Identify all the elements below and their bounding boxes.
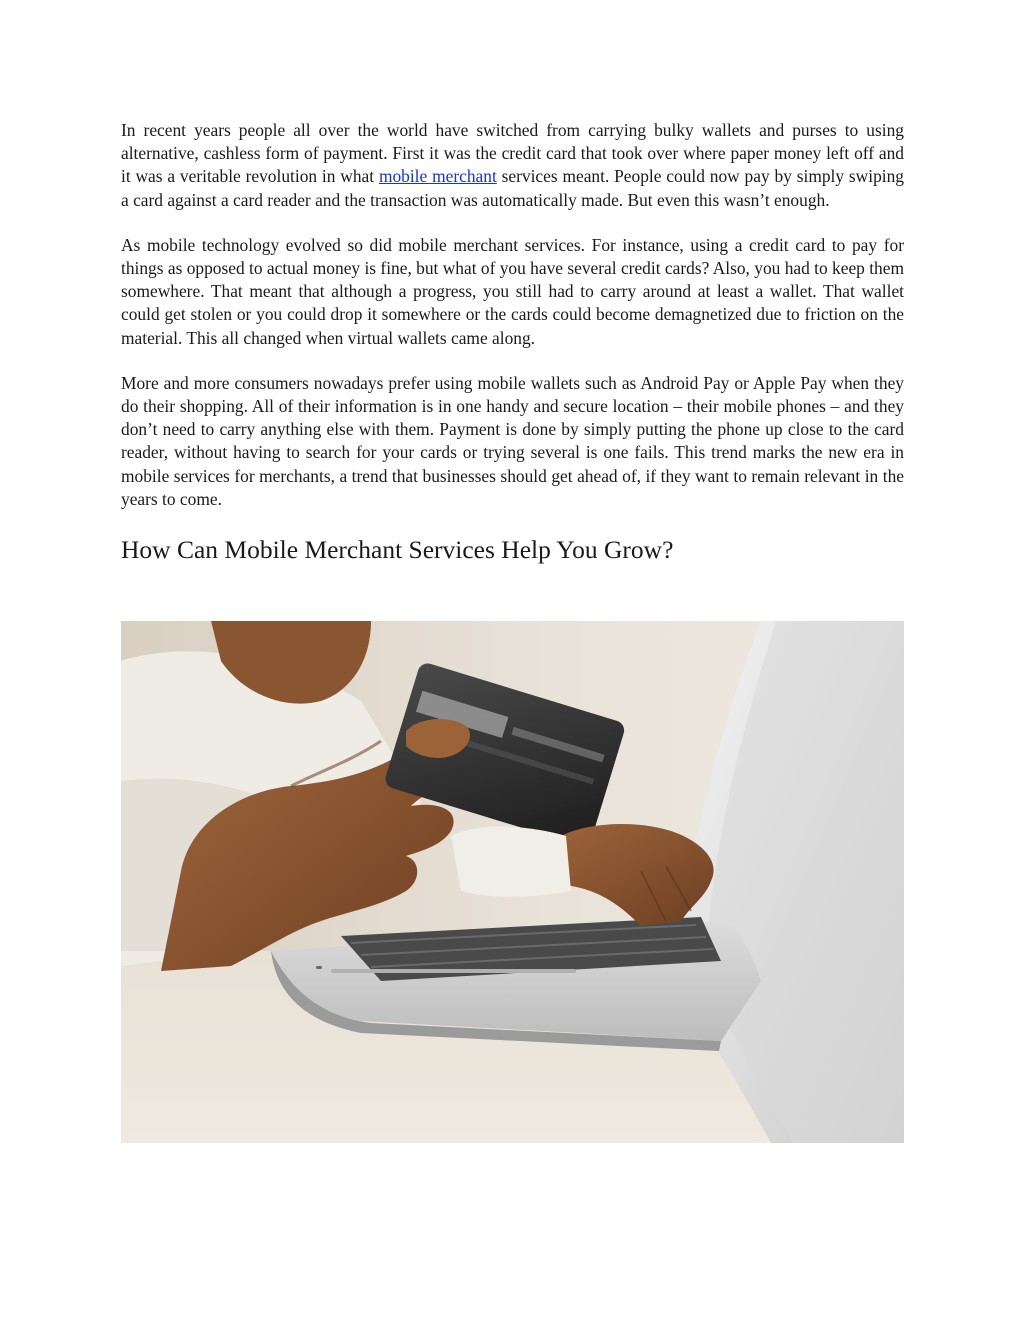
paragraph-intro [121, 119, 904, 212]
section-heading: How Can Mobile Merchant Services Help You Grow? [121, 535, 674, 565]
paragraph-intro-text-before: In recent years people all over the world have switched from carrying bulky wallets and purses to using alternative, cashless form of payment. First it was the credit card that took over where paper money left off and it was a veritable revolution in what [121, 120, 904, 187]
mobile-merchant-link[interactable]: mobile merchant [378, 166, 497, 187]
paragraph-intro-text-after: services meant. People could now pay by simply swiping a card against a card reader and the transaction was automatically made. But even this wasn’t enough. [121, 166, 904, 210]
paragraph-mobile-technology: As mobile technology evolved so did mobile merchant services. For instance, using a credit card to pay for things as opposed to actual money is fine, but what of you have several credit cards? Also, you had to keep them somewhere. That meant that although a progress, you still had to carry around at least a wallet. That wallet could get stolen or you could drop it somewhere or the cards could become demagnetized due to friction on the material. This all changed when virtual wallets came along. [121, 234, 904, 348]
article-body [121, 119, 904, 567]
paragraph-mobile-wallets: More and more consumers nowadays prefer using mobile wallets such as Android Pay or Apple Pay when they do their shopping. All of their information is in one handy and secure location – their mobile phones – and they don’t need to carry anything else with them. Payment is done by simply putting the phone up close to the card reader, without having to search for your cards or trying several is one fails. This trend marks the new era in mobile services for merchants, a trend that businesses should get ahead of, if they want to remain relevant in the years to come. [121, 372, 904, 509]
credit-card-laptop-photo [121, 621, 904, 1143]
